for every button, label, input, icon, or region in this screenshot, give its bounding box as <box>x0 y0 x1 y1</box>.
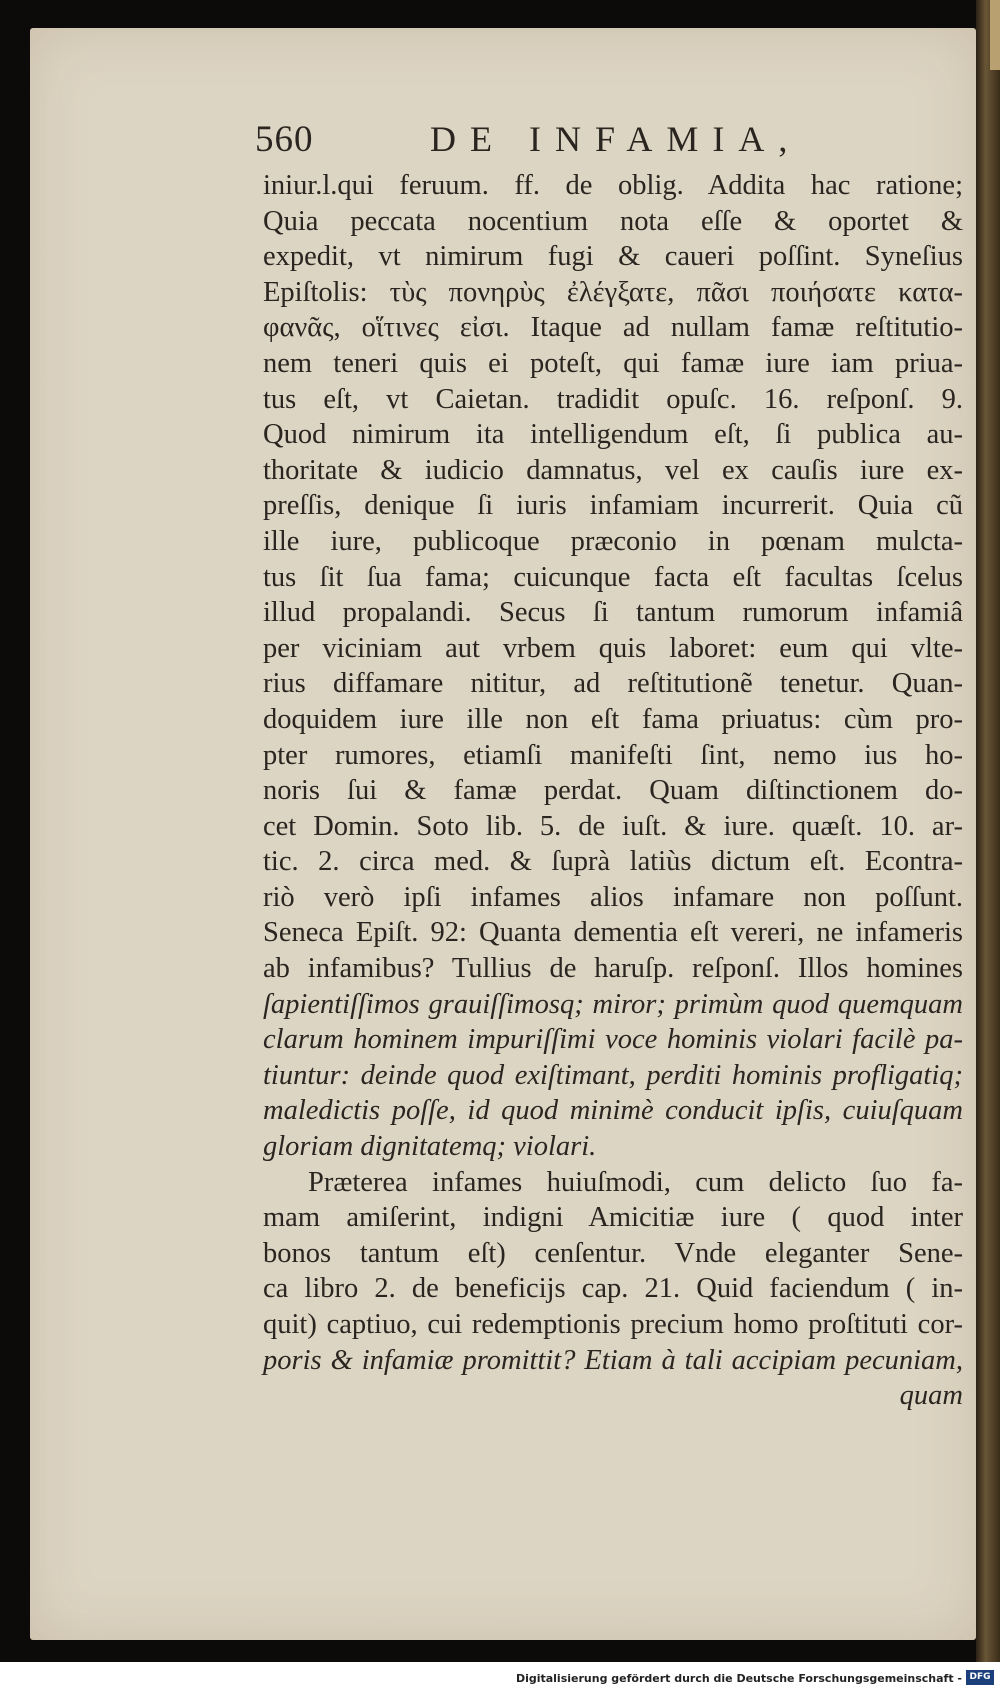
text-line: tic. 2. circa med. & ſuprà latiùs dictum eſt. Econtra- <box>263 846 963 878</box>
body-text <box>263 168 963 1414</box>
text-line: noris ſui & famæ perdat. Quam diſtinctionem do- <box>263 775 963 807</box>
page-number: 560 <box>255 119 314 160</box>
text-line: mam amiſerint, indigni Amicitiæ iure ( quod inter <box>263 1202 963 1234</box>
text-line: poris & infamiæ promittit? Etiam à tali accipiam pecuniam, <box>263 1344 963 1376</box>
text-line: Præterea infames huiuſmodi, cum delicto ſuo fa- <box>308 1166 963 1198</box>
text-line: Quod nimirum ita intelligendum eſt, ſi publica au- <box>263 419 963 451</box>
text-line: ca libro 2. de beneficijs cap. 21. Quid faciendum ( in- <box>263 1273 963 1305</box>
text-line: iniur.l.qui feruum. ff. de oblig. Addita hac ratione; <box>263 170 963 201</box>
running-title: DE INFAMIA, <box>430 119 802 159</box>
text-line: Seneca Epiſt. 92: Quanta dementia eſt vereri, ne infameris <box>263 917 963 949</box>
text-line: quit) captiuo, cui redemptionis precium homo proſtituti cor- <box>263 1309 963 1340</box>
text-line: expedit, vt nimirum fugi & caueri poſſint. Syneſius <box>263 241 963 273</box>
book-edge <box>976 0 1000 1662</box>
text-line: illud propalandi. Secus ſi tantum rumorum infamiâ <box>263 597 963 629</box>
text-line: Epiſtolis: τὺς πονηρὺς ἐλέγξατε, πᾶσι ποιήσατε κατα- <box>263 276 963 308</box>
text-line: ſapientiſſimos grauiſſimosq; miror; primùm quod quemquam <box>263 988 963 1020</box>
text-line: tus eſt, vt Caietan. tradidit opuſc. 16. reſponſ. 9. <box>263 383 963 415</box>
text-line: doquidem iure ille non eſt fama priuatus: cùm pro- <box>263 703 963 735</box>
catchword: quam <box>899 1380 963 1412</box>
text-line: Quia peccata nocentium nota eſſe & oportet & <box>263 205 963 237</box>
text-line: tus ſit ſua fama; cuicunque facta eſt facultas ſcelus <box>263 561 963 593</box>
text-line: tiuntur: deinde quod exiſtimant, perditi hominis profligatiq; <box>263 1059 963 1091</box>
footer-credit: Digitalisierung gefördert durch die Deutsche Forschungsgemeinschaft - <box>515 1672 962 1685</box>
text-line: bonos tantum eſt) cenſentur. Vnde eleganter Sene- <box>263 1237 963 1269</box>
text-line: clarum hominem impuriſſimi voce hominis violari facilè pa- <box>263 1024 963 1056</box>
text-line: riò verò ipſi infames alios infamare non poſſunt. <box>263 881 963 913</box>
book-edge-top <box>990 0 1000 70</box>
text-line: maledictis poſſe, id quod minimè conducit ipſis, cuiuſquam <box>263 1095 963 1127</box>
text-line: ab infamibus? Tullius de haruſp. reſponſ. Illos homines <box>263 953 963 985</box>
text-line: preſſis, denique ſi iuris infamiam incurrerit. Quia cũ <box>263 490 963 522</box>
text-line: ille iure, publicoque præconio in pœnam mulcta- <box>263 525 963 557</box>
text-line: pter rumores, etiamſi manifeſti ſint, nemo ius ho- <box>263 739 963 771</box>
text-line: nem teneri quis ei poteſt, qui famæ iure iam priua- <box>263 347 963 379</box>
text-line: φανᾶς, οἵτινες εἰσι. Itaque ad nullam famæ reſtitutio- <box>263 312 963 344</box>
text-line: cet Domin. Soto lib. 5. de iuſt. & iure. quæſt. 10. ar- <box>263 810 963 842</box>
running-head <box>255 118 955 164</box>
text-line: thoritate & iudicio damnatus, vel ex cauſis iure ex- <box>263 454 963 486</box>
text-line: gloriam dignitatemq; violari. <box>263 1131 597 1163</box>
text-line: per viciniam aut vrbem quis laboret: eum qui vlte- <box>263 632 963 664</box>
text-line: rius diffamare nititur, ad reſtitutionẽ tenetur. Quan- <box>263 668 963 700</box>
footer-bar <box>0 1662 1000 1695</box>
dfg-logo[interactable]: DFG <box>966 1670 994 1685</box>
